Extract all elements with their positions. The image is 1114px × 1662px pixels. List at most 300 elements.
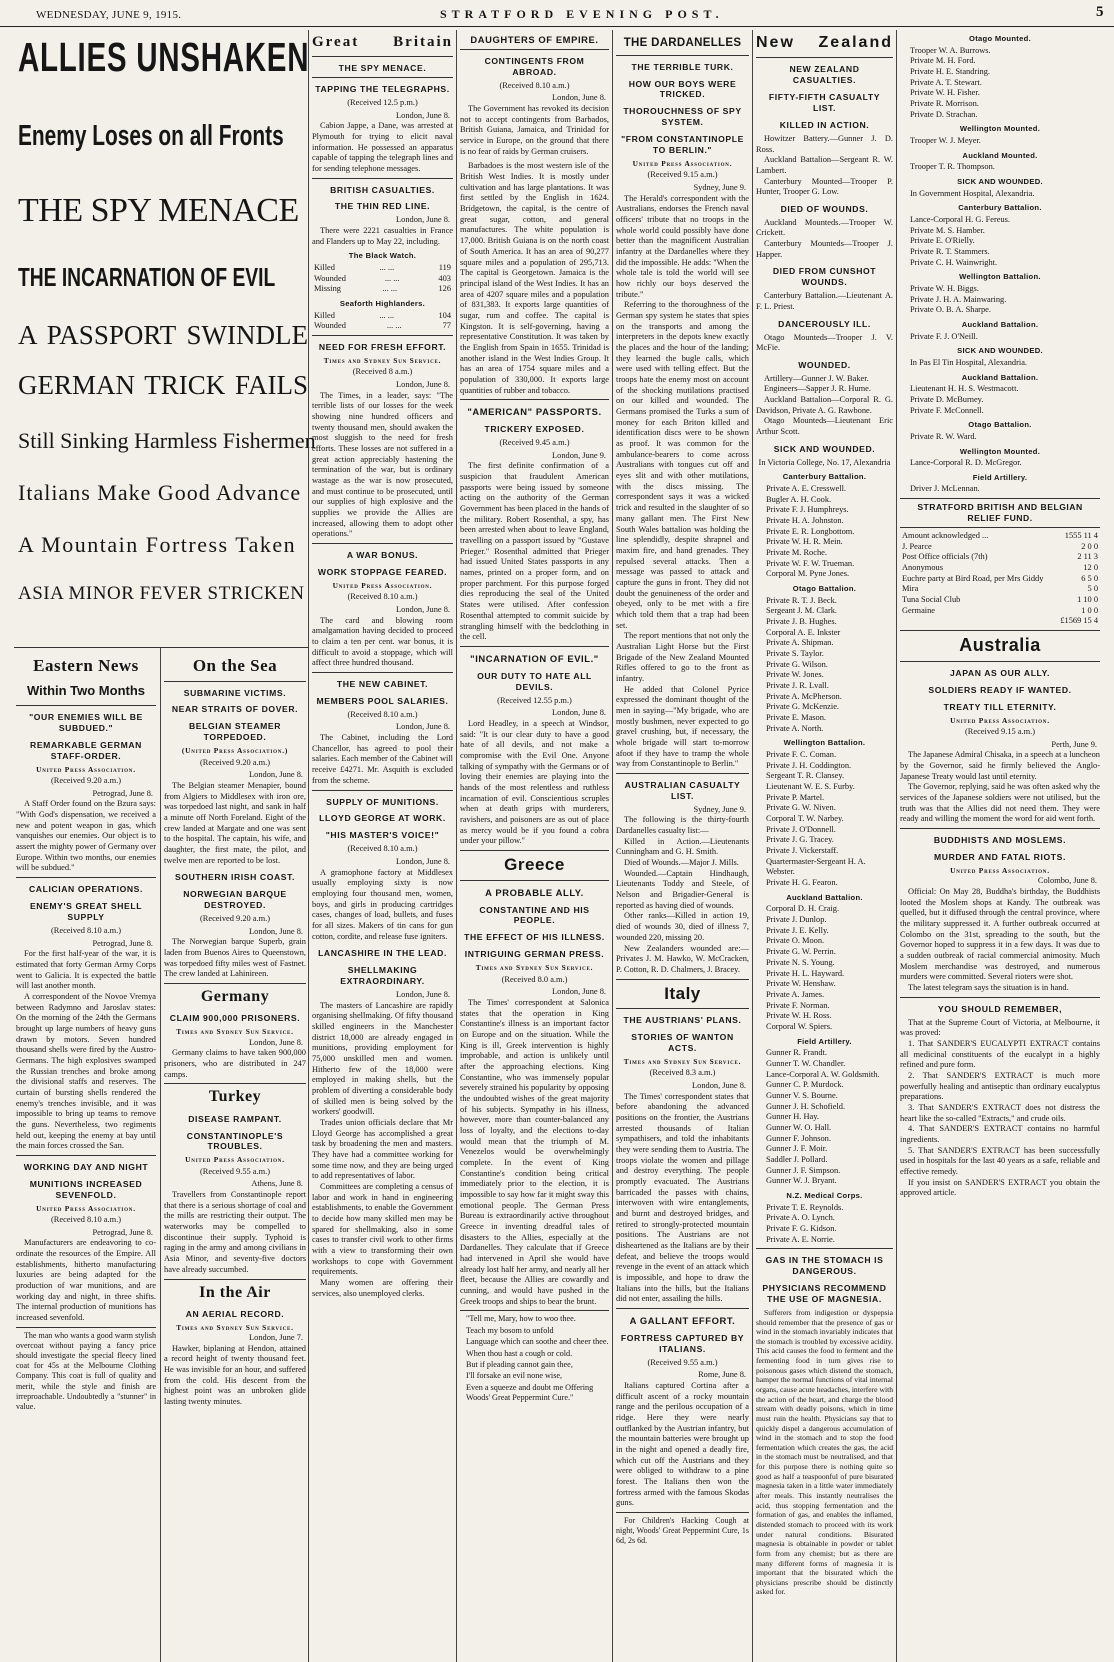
headline-spy-menace: THE SPY MENACE: [18, 192, 299, 229]
agency: Times and Sydney Sun Service.: [323, 355, 442, 365]
row-label: Post Office officials (7th): [902, 552, 988, 562]
headline: NEW ZEALAND CASUALTIES.: [789, 64, 860, 86]
headline: WORKING DAY AND NIGHT: [23, 1161, 149, 1172]
article-text: The Government has revoked its decision not to accept contingents from Barbados, British Guiana, Jamaica, and Trinidad for service in Europe, on the ground that there is no fear of raids by German cruisers.: [460, 104, 609, 156]
list-item: Private A. North.: [766, 723, 824, 733]
regiment-name: Seaforth Highlanders.: [339, 299, 426, 309]
dateline: Colombo, June 8.: [1037, 876, 1097, 886]
row-label: Anonymous: [902, 562, 943, 572]
column-rule: [308, 30, 309, 1662]
unit-name: Auckland Battalion.: [786, 892, 863, 902]
article-text: Germany claims to have taken 900,000 prisoners, who are distributed in 247 camps.: [164, 1048, 306, 1079]
unit-name: Otago Battalion.: [968, 420, 1032, 430]
headline: THE EFFECT OF HIS ILLNESS.: [464, 932, 605, 943]
received-time: (Received 8.3 a.m.): [649, 1068, 716, 1078]
poem-line: Even a squeeze and doubt me Offering Woods' Great Peppermint Cure.": [466, 1382, 594, 1403]
article-text: Sufferers from indigestion or dyspepsia should remember that the presence of gas or wind in the stomach invariably indicates that the stomach is troubled by excessive acidity. This acid causes the food to ferment and the fermenting food in turn gives rise to poisonous gases which distend the stomach, hamper the normal functions of vital internal organs, cause acute headaches, interfere with the action of the heart, and charge the blood stream with deadly poisons, which in time must ruin the health. Physicians say that to quickly dispel a dangerous accumulation of wind in the stomach and to stop the food fermentation which creates the gas, the acid in the stomach must be neutralised, and that for this purpose there is nothing quite so good as half a teaspoonful of pure bisurated magnesia taken in a little water immediately after meals. This instantly neutralises the acid, thus stopping fermentation and the formation of gas, and enables the inflamed, distended stomach to proceed with its work under natural conditions. Bisurated magnesia is obtainable in powder or tablet form from any chemist; but as there are many different forms of magnesia it is important that the bisurated which the physicians prescribe should be distinctly asked for.: [756, 1307, 893, 1597]
list-item: Corporal M. Pyne Jones.: [766, 569, 850, 579]
article-text: A Staff Order found on the Bzura says: "With God's dispensation, we received a new and potent weapon in gas, which vanquishes our enemies. Our object is to assert the mighty power of Germany over Europe. Within two months, our enemies will be subdued.": [16, 799, 156, 873]
regiment-name: The Black Watch.: [348, 251, 417, 261]
headline: SHELLMAKING EXTRAORDINARY.: [340, 965, 425, 987]
list-item: Private J. B. Hughes.: [766, 617, 837, 627]
headline-allies: ALLIES UNSHAKEN: [18, 34, 310, 80]
headline-daughters-of-empire: DAUGHTERS OF EMPIRE.: [470, 34, 599, 45]
list-item: Gunner W. O. Hall.: [766, 1122, 832, 1132]
column-rule: [612, 30, 613, 1662]
column-new-zealand: [756, 30, 893, 1660]
row-value: 403: [438, 273, 451, 283]
list-item: Driver J. McLennan.: [910, 484, 980, 494]
list-item: Trooper W. A. Burrows.: [910, 45, 991, 55]
row-value: 12 0: [1083, 562, 1098, 572]
row-value: 2 0 0: [1081, 541, 1098, 551]
page-number: 5: [1096, 4, 1104, 20]
list-item: Lance-Corporal A. W. Goldsmith.: [766, 1069, 880, 1079]
table-row: [902, 542, 1098, 553]
list-item: Gunner V. S. Bourne.: [766, 1090, 838, 1100]
list-item: Private A. T. Stewart.: [910, 77, 982, 87]
name-list: [756, 1203, 893, 1246]
list-item: Private J. H. A. Mainwaring.: [910, 294, 1007, 304]
table-row: [314, 263, 451, 274]
row-value: 119: [438, 263, 451, 273]
dateline: London, June 9.: [552, 450, 606, 460]
headline-passport: A PASSPORT SWINDLE: [18, 320, 308, 350]
headline: JAPAN AS OUR ALLY.: [950, 667, 1050, 678]
masthead: [0, 0, 1114, 27]
list-gunshot: [756, 291, 893, 312]
headline-asia-minor: ASIA MINOR FEVER STRICKEN: [18, 583, 305, 604]
row-value: 1555 11 4: [1064, 530, 1098, 540]
article-text: 4. That SANDER'S EXTRACT contains no harmful ingredients.: [900, 1124, 1100, 1144]
list-item: Gunner H. Hay.: [766, 1112, 819, 1122]
list-item: Gunner J. H. Schofield.: [766, 1101, 846, 1111]
row-leader: ... ...: [384, 273, 400, 283]
list-item: Private A. Shipman.: [766, 638, 834, 648]
headline: SOUTHERN IRISH COAST.: [174, 872, 296, 883]
list-item: Canterbury Mounted—Trooper P. Hunter, Trooper G. Low.: [756, 176, 893, 197]
article-text: The Times' correspondent at Salonica states that the operation in King Constantine's illness is an important factor on Europe and on the situation. While the King is ill, Greek intervention is highly improbable, and action is unlikely until after the approaching elections. King Constantine, who was immensely popular severely strained his popularity by opposing the undoubted wishes of the great majority of his subjects. Sympathy in his illness, however, more than counter-balanced any loss of loyalty, and the elections to-day would mean that the triumph of M. Venezelos would be overwhelmingly complete. In the event of King Constantine's condition being critical immediately prior to the election, it is impossible to say how far it might sway this emotional people. The German Press Bureau is extraordinarily active throughout Greece in inventing dreadful tales of disasters to the Allies, especially at the Dardanelles. They calculate that if Greece had intervened in April she would have already lost half her army, and nearly all her fleet, because the Allies are cowardly and cunning, and would have pushed in the Greek troops and ships to bear the brunt.: [460, 997, 609, 1306]
table-row: [902, 584, 1098, 595]
list-item: Private F. McConnell.: [910, 405, 984, 415]
headline: "FROM CONSTANTINOPLE TO BERLIN.": [621, 134, 744, 156]
headline: SUBMARINE VICTIMS.: [183, 687, 287, 698]
subhead-within-two-months: Within Two Months: [26, 682, 146, 698]
list-item: Private F. J. O'Neill.: [910, 331, 978, 341]
list-item: Gunner F. Johnson.: [766, 1133, 831, 1143]
column-sea-germany-turkey: [164, 652, 306, 1660]
row-label: Amount acknowledged ...: [902, 530, 989, 540]
agency: Times and Sydney Sun Service.: [176, 1027, 294, 1037]
list-item: Private F. C. Coman.: [766, 750, 837, 760]
agency: United Press Association.: [36, 1203, 136, 1213]
list-item: Private G. W. Perrin.: [766, 947, 836, 957]
table-row: [314, 284, 451, 295]
row-value: 77: [442, 321, 451, 331]
received-time: (Received 9.15 a.m.): [965, 726, 1035, 736]
headline: FIFTY-FIFTH CASUALTY LIST.: [768, 92, 881, 114]
column-right: [900, 30, 1100, 1660]
row-label: Germaine: [902, 605, 936, 615]
dateline: London, June 8.: [396, 380, 450, 389]
row-value: £1569 15 4: [1060, 616, 1098, 626]
headline: TREATY TILL ETERNITY.: [943, 701, 1057, 712]
list-item: Private J. Vickerstaff.: [766, 846, 839, 856]
received-time: (Received 9.55 a.m.): [200, 1166, 270, 1176]
headline-fortress: A Mountain Fortress Taken: [18, 532, 297, 557]
name-list: [756, 750, 893, 889]
received-time: (Received 8.0 a.m.): [501, 974, 568, 984]
article-text: New Zealanders wounded are:—Privates J. M. Hawko, W. McCracken, P. Cotton, R. D. Chalmers, J. Bracey.: [616, 943, 749, 974]
list-item: Sergeant J. M. Clark.: [766, 606, 838, 616]
list-item: Otago Mounteds—Trooper J. V. McFie.: [756, 332, 893, 353]
list-item: Private R. Morrison.: [910, 99, 979, 108]
section-eastern-news: Eastern News: [33, 656, 139, 675]
article-text: Died of Wounds.—Major J. Mills.: [624, 858, 739, 868]
table-row: [314, 311, 451, 322]
article-text: The Governor, replying, said he was often asked why the services of the Japanese soldiers were not utilised, but the truth was that the Allies did not need them. They were ready and willing the moment the word for aid went forth.: [900, 782, 1100, 824]
list-item: Private R. W. Ward.: [910, 431, 977, 441]
headline: SOLDIERS READY IF WANTED.: [928, 684, 1072, 695]
headline: THE NEW CABINET.: [336, 678, 429, 689]
poem-line: But if pleading cannot gain thee,: [466, 1359, 573, 1369]
headline: SICK AND WOUNDED.: [773, 443, 876, 454]
dateline: London, June 8.: [249, 926, 303, 936]
list-item: Private G. W. Niven.: [766, 803, 836, 813]
headline: "AMERICAN" PASSPORTS.: [467, 406, 602, 418]
section-germany: Germany: [200, 988, 270, 1006]
list-item: Gunner J. F. Moir.: [766, 1144, 828, 1154]
banner-headlines: [0, 30, 316, 644]
received-time: (Received 8.10 a.m.): [51, 1215, 121, 1225]
headline: A GALLANT EFFORT.: [629, 1314, 736, 1326]
list-item: Private J. H. Coddington.: [766, 760, 852, 770]
row-label: Wounded: [314, 321, 346, 331]
unit-name: Wellington Mounted.: [959, 446, 1041, 456]
list-item: Private A. E. Cresswell.: [766, 484, 847, 494]
received-time: (Received 9.55 a.m.): [647, 1357, 718, 1367]
article-text: There were 2221 casualties in France and Flanders up to May 22, including.: [312, 226, 453, 246]
list-item: Private H. G. Fearon.: [766, 878, 838, 888]
article-text: The Cabinet, including the Lord Chancellor, has agreed to pool their salaries. Each member of the Cabinet will receive £4271. Mr. Asquith is excluded from the scheme.: [312, 733, 453, 785]
headline: ENEMY'S GREAT SHELL SUPPLY: [29, 901, 143, 922]
paper-title: STRATFORD EVENING POST.: [440, 7, 724, 21]
article-text: A gramophone factory at Middlesex usually employing sixty is now employing four thousand men, women, boys, and girls in producing cartridges cases, changes of load, bullets, and fuses for all sizes. Makers of tin cans for gun cotton, cordite, and release fuse igniters.: [312, 867, 453, 941]
section-greece: Greece: [504, 855, 565, 874]
list-item: Private M. H. Ford.: [910, 56, 976, 66]
article-text: The Times, in a leader, says: "The terrible lists of our losses for the week showing nine hundred officers and twenty thousand men, should awaken the most sluggish to the need for fresh efforts. These losses are not suffered in a great action appreciably hastening the termination of the war, but is ordinary wastage as the war is now prosecuted, and must continue to be prosecuted, until our supplies of high explosive and the supplies we provide the Allies are increased, allowing them to adopt other operations.": [312, 390, 453, 539]
headline: AUSTRALIAN CASUALTY LIST.: [624, 779, 741, 801]
article-text: For the first half-year of the war, it is estimated that forty German Army Corps went to Galicia. It is expected the battle will last another month.: [16, 949, 156, 991]
list-wounded: [756, 374, 893, 438]
list-item: Private O. Moon.: [766, 936, 825, 946]
headline: CLAIM 900,000 PRISONERS.: [169, 1013, 301, 1024]
article-text: The Norwegian barque Superb, grain laden from Buenos Aires to Queenstown, was torpedoed fifty miles west of Fastnet. The crew landed at Lahinireen.: [164, 937, 306, 979]
row-value: 104: [438, 310, 451, 320]
headline: OUR DUTY TO HATE ALL DEVILS.: [477, 670, 592, 692]
agency: United Press Association.: [332, 580, 433, 590]
row-value: 1 10 0: [1077, 595, 1098, 604]
headline: MUNITIONS INCREASED SEVENFOLD.: [29, 1178, 143, 1200]
list-item: Private N. S. Young.: [766, 957, 835, 967]
headline: TAPPING THE TELEGRAPHS.: [315, 83, 450, 94]
article-text: A correspondent of the Novoe Vremya between Radymno and Jaroslav states: On the morning of the 24th the Germans brought up large numbers of heavy guns drawn by motors. Seven hundred thousand shells were fired by the Austro-Germans. The high explosives swamped the Russian trenches and broke among the divisional staffs and reserves. The curtain of bursting shells rendered the enemy's trenches invisible, and it was impossible to bring up teams to remove the guns. Nevertheless, two regiments held out, keeping the enemy at bay until the main forces crossed the San.: [16, 991, 156, 1151]
list-item: Private O. B. A. Sharpe.: [910, 305, 991, 315]
list-dangerously-ill: [756, 333, 893, 354]
dateline: Rome, June 8.: [698, 1370, 746, 1380]
unit-name: Otago Battalion.: [792, 584, 857, 594]
list-item: Private W. H. Biggs.: [910, 283, 979, 293]
name-list: [900, 332, 1100, 343]
list-item: Lieutenant H. H. S. Westmacott.: [910, 384, 1019, 394]
article-text: The Japanese Admiral Chisaka, in a speech at a luncheon by the Governor, said he firmly believed the Anglo-Japanese Treaty would last until eternity.: [900, 750, 1100, 781]
article-text: Many women are offering their services, also unemployed clerks.: [312, 1278, 453, 1298]
article-text: 1. That SANDER'S EUCALYPTI EXTRACT contains all medicinal constituents of the eucalypt in a highly refined and pure form.: [900, 1038, 1100, 1070]
headline: DIED OF WOUNDS.: [780, 203, 869, 214]
agency: United Press Association.: [36, 764, 136, 774]
article-text: That at the Supreme Court of Victoria, at Melbourne, it was proved:: [900, 1017, 1100, 1038]
list-item: Private D. Strachan.: [910, 109, 978, 119]
agency: Times and Sydney Sun Service.: [176, 1322, 294, 1332]
dateline: Perth, June 9.: [1051, 739, 1097, 749]
section-in-the-air: In the Air: [199, 1283, 271, 1301]
headline-fishermen: Still Sinking Harmless Fishermen: [18, 428, 316, 453]
headline: PHYSICIANS RECOMMEND THE USE OF MAGNESIA.: [762, 1283, 887, 1304]
list-item: Private J. E. Kelly.: [766, 925, 829, 935]
received-time: (Received 8.10 a.m.): [347, 844, 418, 854]
headline: SUPPLY OF MUNITIONS.: [326, 796, 439, 807]
name-list: [900, 215, 1100, 268]
article-text: 3. That SANDER'S EXTRACT does not distress the heart like the so-called "Extracts," and crude oils.: [900, 1102, 1100, 1123]
list-killed: [756, 134, 893, 198]
column-dardanelles-italy: [616, 30, 749, 1660]
poem-line: I'll forsake an evil none wise,: [466, 1371, 563, 1381]
headline: AN AERIAL RECORD.: [185, 1308, 285, 1319]
agency: United Press Association.: [950, 715, 1050, 725]
list-item: Private F. G. Kidson.: [766, 1223, 837, 1233]
list-item: Private W. H. Fisher.: [910, 88, 980, 98]
agency: Times and Sydney Sun Service.: [475, 963, 594, 973]
headline-incarnation: THE INCARNATION OF EVIL: [18, 262, 276, 292]
section-new-zealand: New Zealand: [756, 34, 893, 51]
headline: STORIES OF WANTON ACTS.: [631, 1032, 734, 1053]
name-list: [900, 189, 1100, 200]
dateline: Petrograd, June 8.: [92, 788, 153, 798]
headline-enemy-loses: Enemy Loses on all Fronts: [18, 120, 284, 152]
article-text: Travellers from Constantinople report that there is a serious shortage of coal and the mills are restricting their output. The waterworks may be compelled to discontinue their supply. Typhoid is raging in the army and among civilians in Asia Minor, and seventy-five doctors have already succumbed.: [164, 1190, 306, 1274]
headline: A WAR BONUS.: [346, 550, 419, 561]
row-leader: ... ...: [386, 321, 402, 331]
article-text: The card and blowing room amalgamation having decided to proceed to claim a ten per cent. war bonus, it is difficult to avoid a stoppage, which will affect three hundred thousand.: [312, 615, 453, 668]
poem-line: Teach my bosom to unfold: [466, 1325, 554, 1335]
dateline: London, June 8.: [552, 987, 606, 997]
dateline: London, June 8.: [396, 856, 450, 866]
dateline: London, June 8.: [552, 708, 606, 718]
received-time: (Received 12.5 p.m.): [347, 97, 418, 107]
list-item: Private E. Mason.: [766, 713, 827, 723]
row-label: Tuna Social Club: [902, 595, 961, 604]
list-item: Private A. O. Lynch.: [766, 1213, 835, 1223]
list-item: Canterbury Mounteds—Trooper J. Happer.: [756, 239, 893, 259]
relief-fund-title: STRATFORD BRITISH AND BELGIAN RELIEF FUND.: [917, 502, 1083, 524]
list-item: Private G. Wilson.: [766, 659, 828, 669]
article-text: Other ranks—Killed in action 19, died of wounds 30, died of illness 7, wounded 220, missing 20.: [616, 911, 749, 942]
table-row: [902, 563, 1098, 574]
name-list: [900, 136, 1100, 147]
unit-name: Auckland Mounted.: [962, 150, 1038, 160]
name-list: [756, 1048, 893, 1187]
agency: (United Press Association.): [181, 746, 289, 756]
list-item: Corporal W. Spiers.: [766, 1021, 833, 1031]
list-item: Private W. F. W. Trueman.: [766, 558, 855, 568]
headline: A PROBABLE ALLY.: [485, 886, 584, 898]
list-item: Quartermaster-Sergeant H. A. Webster.: [766, 856, 866, 877]
name-list: [900, 432, 1100, 443]
list-item: Auckland Mounteds.—Trooper W. Crickett.: [756, 217, 893, 238]
headline: MEMBERS POOL SALARIES.: [316, 695, 449, 706]
list-item: Private J. O'Donnell.: [766, 824, 836, 834]
list-item: Private F. Norman.: [766, 1000, 830, 1010]
section-divider: [14, 647, 308, 648]
list-item: Lance-Corporal R. D. McGregor.: [910, 458, 1022, 468]
headline: DIED FROM CUNSHOT WOUNDS.: [772, 266, 877, 288]
headline: THOROUCHNESS OF SPY SYSTEM.: [623, 106, 742, 128]
dateline: London, June 8.: [396, 722, 450, 732]
table-row: [902, 606, 1098, 617]
list-item: Private M. S. Hamber.: [910, 225, 985, 235]
headline: BRITISH CASUALTIES.: [330, 184, 435, 195]
section-dardanelles: THE DARDANELLES: [623, 37, 742, 49]
article-text: The report mentions that not only the Australian Light Horse but the First Brigade of the New Zealand Mounted Rifles offered to go to the front as infantry.: [616, 631, 749, 683]
row-value: 5 0: [1087, 584, 1098, 594]
received-time: (Received 8.10 a.m.): [499, 80, 570, 90]
list-item: In Government Hospital, Alexandria.: [910, 188, 1035, 198]
article-text: Trades union officials declare that Mr Lloyd George has accomplished a great task by broadening the men and masters. They have had a committee working for some time now, and they are being urged to add representatives of labor.: [312, 1118, 453, 1181]
dateline: London, June 8.: [396, 989, 450, 999]
article-text: The masters of Lancashire are rapidly organising shellmaking. Of fifty thousand skilled engineers in the Manchester district 18,000 are already engaged in munitions, providing employment for 75,000 unskilled men and women. Hitherto few of the 18,000 were employed in making shells, but the problem of diverting a considerable body of skilled men is being solved by the workers' goodwill.: [312, 1000, 453, 1117]
row-label: Missing: [314, 284, 341, 294]
headline: WOUNDED.: [798, 359, 851, 370]
list-died-of-wounds: [756, 218, 893, 261]
headline: LLOYD GEORGE AT WORK.: [319, 813, 446, 824]
received-time: (Received 8.10 a.m.): [347, 709, 418, 719]
article-text: Wounded.—Captain Hindhaugh, Lieutenants Toddy and Steele, of Nelson and Brigadier-General is reported as having died of wounds.: [616, 868, 749, 910]
poem-line: "Tell me, Mary, how to woo thee.: [466, 1314, 576, 1324]
name-list: [756, 596, 893, 735]
headline: LANCASHIRE IN THE LEAD.: [318, 948, 447, 959]
received-time: (Received 8.10 a.m.): [347, 592, 418, 602]
unit-name: Field Artillery.: [797, 1036, 852, 1046]
received-time: (Received 9.20 a.m.): [200, 757, 270, 767]
article-text: The following is the thirty-fourth Dardanelles casualty list:—: [616, 815, 749, 836]
hospital-location: In Victoria College, No. 17, Alexandria: [758, 457, 891, 467]
headline: NORWEGIAN BARQUE DESTROYED.: [183, 889, 287, 911]
column-rule: [752, 30, 753, 1662]
row-value: 6 5 0: [1081, 573, 1098, 583]
table-row: [314, 274, 451, 285]
column-rule: [160, 648, 161, 1662]
dateline: London, June 8.: [249, 1037, 303, 1047]
headline: YOU SHOULD REMEMBER,: [937, 1003, 1063, 1014]
agency: United Press Association.: [185, 1155, 285, 1165]
received-time: (Received 8.10 a.m.): [51, 925, 121, 935]
article-text: Killed in Action.—Lieutenants Cunningham and G. H. Smith.: [616, 836, 749, 857]
section-turkey: Turkey: [208, 1088, 262, 1106]
headline: CALICIAN OPERATIONS.: [28, 884, 143, 895]
table-row: [314, 321, 451, 332]
list-item: Gunner C. P. Murdock.: [766, 1080, 844, 1090]
dateline: Sydney, June 9.: [693, 183, 746, 192]
list-item: In Pas El Tin Hospital, Alexandria.: [910, 357, 1028, 367]
list-item: Private E. O'Rielly.: [910, 236, 975, 246]
headline: THE AUSTRIANS' PLANS.: [623, 1015, 742, 1026]
list-item: Private M. Roche.: [766, 548, 827, 558]
headline: CONSTANTINE AND HIS PEOPLE.: [479, 904, 590, 926]
name-list: [900, 46, 1100, 121]
headline: "OUR ENEMIES WILL BE SUBDUED.": [29, 712, 143, 733]
relief-fund-table: [900, 531, 1100, 627]
article-text: He added that Colonel Pyrice expressed the dominant thought of the men in saying—"My brigade, who are mostly bushmen, never expected to go gravel crushing, but, if necessary, the whole brigade will start to-morrow afoot if they have to tramp the whole way from Constantinople to Berlin.": [616, 684, 749, 769]
unit-name: Wellington Mounted.: [959, 124, 1041, 134]
article-text: 5. That SANDER'S EXTRACT has been successfully used in hospitals for the last 40 years as a safe, reliable and effective remedy.: [900, 1145, 1100, 1176]
unit-name: Canterbury Battalion.: [782, 472, 867, 482]
table-row: [902, 574, 1098, 585]
headline: CONSTANTINOPLE'S TROUBLES.: [186, 1130, 284, 1152]
column-empire-greece: [460, 30, 609, 1660]
row-label: J. Pearce: [902, 541, 932, 551]
dateline: London, June 7.: [249, 1333, 303, 1343]
unit-name: Wellington Battalion.: [783, 738, 866, 748]
name-list: [900, 162, 1100, 173]
unit-name: SICK AND WOUNDED.: [957, 176, 1043, 186]
article-text: Barbadoes is the most western isle of the British West Indies. It is mostly under cultivation and has large plantations. It was first settled by the English in 1624. Bridgetown, the capital, is the centre of great sugar, cotton, and general manufactures. The white population is 17,000. British Guiana is on the north coast of South America. It has an area of 90,277 square miles and a population of 295,713. The capital is Georgetown. Jamaica is the principal island of the West Indies. It has an area of 4207 square miles and a population of 831,383. It exports large quantities of sugar, rum and coffee. The capital is Kingston. It is self-governing, having a representative Constitution. It was taken by the English from Spain in 1655. Trinidad is another island in the West Indies Group. It has an area of 1754 square miles and a population of 330,000. It exports large quantities of rubber and tobacco.: [460, 161, 609, 395]
dateline: Petrograd, June 8.: [92, 938, 153, 948]
row-value: 1 0 0: [1081, 605, 1098, 615]
row-label: Killed: [314, 263, 335, 273]
advertisement: The man who wants a good warm stylish overcoat without paying a fancy price should investigate the special fleecy lined coat for 45s at the Melbourne Clothing Company. This coat is full of quality and merit, while the style and finish are irreproachable. Undoubtedly a "stunner" in value.: [16, 1330, 156, 1411]
headline: DISEASE RAMPANT.: [188, 1113, 282, 1124]
dateline: Athens, June 8.: [251, 1179, 303, 1189]
article-text: The first definite confirmation of a suspicion that fraudulent American passports were being issued by someone acting on the authority of the German Government has been placed in the hands of the military. Robert Rosenthal, a spy, has been arrested when about to leave England, travelling on a passport issued by "Gustave Prieger." Rosenthal admitted that Prieger had issued United States passports in any names, printed on a proper form, and on proper parchment. For this purpose forged dies reproducing the seal of the United States were utilised. After confession Rosenthal attempted to commit suicide by strangling himself with the bedclothing in the cell.: [460, 461, 609, 642]
list-item: Private H. E. Standring.: [910, 66, 991, 76]
list-item: Private A. McPherson.: [766, 691, 842, 701]
article-text: Italians captured Cortina after a difficult ascent of a rocky mountain range and the perilous occupation of a ridge. Here they were nearly outflanked by the Austrian infantry, but the mountain batteries were brought up in the night and opened a deadly fire, which cut off the Austrians and they were obliged to withdraw to a pine forest. The Italians then won the fortress armed with the famous Skodas guns.: [616, 1381, 749, 1508]
list-item: Private J. R. Lvall.: [766, 681, 829, 691]
headline: CONTINGENTS FROM ABROAD.: [484, 55, 585, 77]
list-item: Private H. A. Johnston.: [766, 516, 844, 526]
list-item: Private C. H. Wainwright.: [910, 257, 998, 267]
headline: WORK STOPPAGE FEARED.: [317, 566, 448, 577]
list-item: Private D. McBurney.: [910, 394, 984, 404]
headline: NEED FOR FRESH EFFORT.: [318, 342, 447, 353]
received-time: (Received 12.55 p.m.): [497, 695, 572, 705]
list-item: Private W. Jones.: [766, 670, 824, 680]
article-text: The Times' correspondent states that before abandoning the advanced positions on the frontier, the Austrians arrested thousands of Italian sympathisers, and told the inhabitants they were sending them to Austria. The troops violate the women and pillage and destroy everything. The people promptly evacuated. The Austrians barricaded the passes with chains, interwoven with wire entanglements, and burnt and destroyed bridges, and retired to strongly-protected mountain positions. The Austrians are not disheartened as the Italians are by their defeat, and believe the troops would revenge in the event of an attack which is impossible, and hope to draw the Italians into the hills, but the Italians did not enter, assailing the hills.: [616, 1091, 749, 1304]
headline: BUDDHISTS AND MOSLEMS.: [933, 835, 1067, 846]
received-time: (Received 9.15 a.m.): [647, 170, 718, 180]
list-item: Private E. R. Longbottom.: [766, 526, 855, 536]
list-item: Private S. Taylor.: [766, 649, 824, 659]
poem-line: When thou hast a cough or cold.: [466, 1348, 573, 1358]
headline: FORTRESS CAPTURED BY ITALIANS.: [620, 1332, 745, 1354]
list-item: Trooper T. R. Thompson.: [910, 162, 995, 172]
list-item: Gunner T. W. Chandler.: [766, 1058, 846, 1068]
row-leader: ... ...: [379, 263, 395, 273]
list-item: Private H. L. Hayward.: [766, 968, 845, 978]
article-text: Cabion Jappe, a Dane, was arrested at Plymouth for trying to elicit naval information. He possessed an apparatus capable of tapping the telegraph lines and for sending telephone messages.: [312, 121, 453, 173]
article-text: The latest telegram says the situation is in hand.: [908, 982, 1069, 992]
column-rule: [456, 30, 457, 1662]
